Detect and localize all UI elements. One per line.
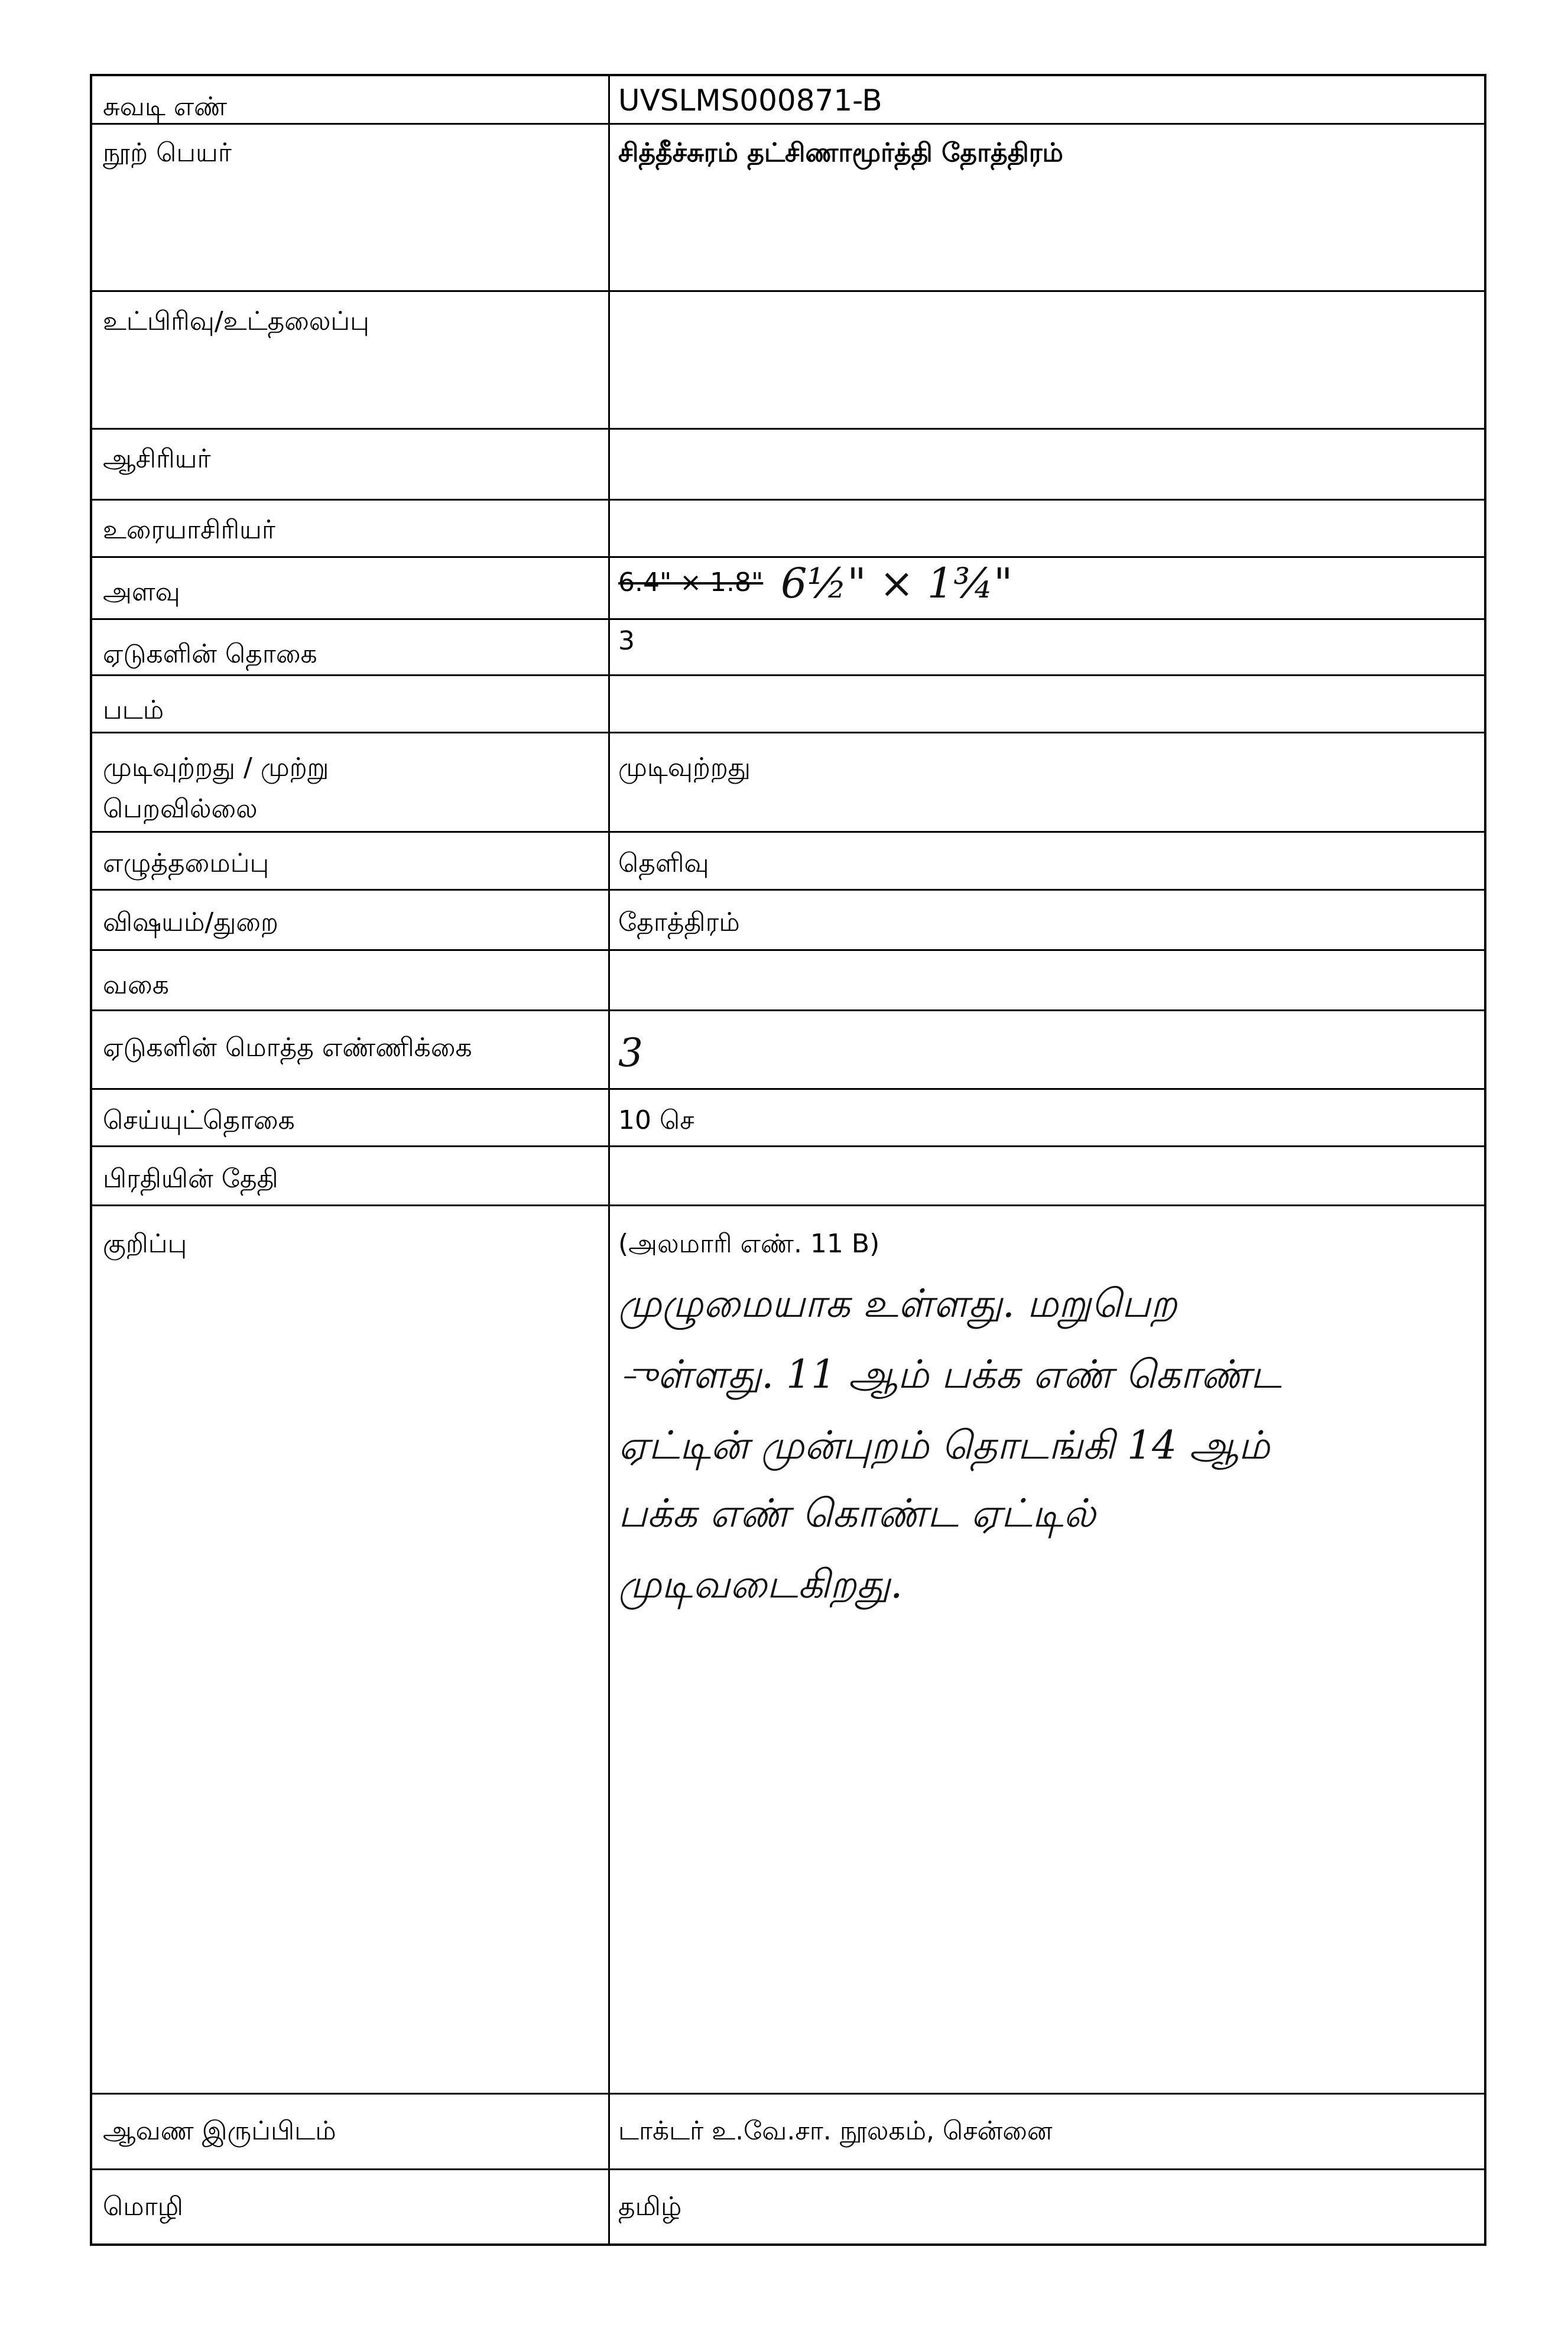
value-manuscript-number: UVSLMS000871-B <box>618 83 882 118</box>
value-completion: முடிவுற்றது <box>618 752 751 783</box>
row-manuscript-number <box>92 76 1484 125</box>
label-author: ஆசிரியர் <box>103 444 211 474</box>
row-completion <box>92 733 1484 833</box>
value-title: சித்தீச்சுரம் தட்சிணாமூர்த்தி தோத்திரம் <box>618 138 1063 168</box>
label-script: எழுத்தமைப்பு <box>103 848 270 878</box>
label-note: குறிப்பு <box>103 1229 187 1259</box>
catalog-record-table <box>90 74 1486 2246</box>
row-verse-count <box>92 1090 1484 1147</box>
row-title <box>92 125 1484 292</box>
label-type: வகை <box>103 970 169 1000</box>
value-script: தெளிவு <box>618 848 709 878</box>
label-illustration: படம் <box>103 695 164 725</box>
label-copy-date: பிரதியின் தேதி <box>103 1164 278 1194</box>
note-handwritten-line: பக்க எண் கொண்ட ஏட்டில் <box>618 1491 1096 1536</box>
label-subdivision: உட்பிரிவு/உட்தலைப்பு <box>103 306 369 336</box>
label-size: அளவு <box>103 577 180 607</box>
value-note-shelf: (அலமாரி எண். 11 B) <box>618 1229 880 1259</box>
value-size-handwritten: 6½" × 1¾" <box>781 559 1013 608</box>
value-language: தமிழ் <box>618 2191 682 2222</box>
row-author <box>92 430 1484 501</box>
label-verse-count: செய்யுட்தொகை <box>103 1105 295 1135</box>
value-verse-count: 10 செ <box>618 1105 694 1135</box>
label-repository: ஆவண இருப்பிடம் <box>103 2116 336 2146</box>
value-subject: தோத்திரம் <box>618 907 740 937</box>
value-size-struck: 6.4" × 1.8" <box>618 567 764 598</box>
label-total-leaves: ஏடுகளின் மொத்த எண்ணிக்கை <box>103 1032 472 1063</box>
row-subdivision <box>92 292 1484 430</box>
label-manuscript-number: சுவடி எண் <box>103 92 228 122</box>
row-subject <box>92 891 1484 951</box>
note-handwritten-line: முடிவடைகிறது. <box>618 1561 903 1607</box>
label-commentator: உரையாசிரியர் <box>103 515 275 545</box>
note-handwritten-line: -ுள்ளது. 11 ஆம் பக்க எண் கொண்ட <box>618 1352 1282 1397</box>
label-subject: விஷயம்/துறை <box>103 907 278 937</box>
row-copy-date <box>92 1147 1484 1206</box>
row-type <box>92 951 1484 1011</box>
label-title: நூற் பெயர் <box>103 138 232 168</box>
label-leaf-count: ஏடுகளின் தொகை <box>103 639 317 669</box>
value-leaf-count: 3 <box>618 626 635 656</box>
row-total-leaves <box>92 1011 1484 1090</box>
row-note <box>92 1206 1484 2095</box>
note-handwritten-line: முழுமையாக உள்ளது. மறுபெற <box>618 1281 1177 1326</box>
row-repository <box>92 2095 1484 2170</box>
row-commentator <box>92 501 1484 558</box>
label-completion-line2: பெறவில்லை <box>103 794 258 824</box>
row-illustration <box>92 676 1484 733</box>
row-script <box>92 833 1484 891</box>
row-language <box>92 2170 1484 2244</box>
value-total-leaves: 3 <box>618 1030 643 1076</box>
value-repository: டாக்டர் உ.வே.சா. நூலகம், சென்னை <box>618 2116 1053 2146</box>
row-size <box>92 558 1484 620</box>
note-handwritten-line: ஏட்டின் முன்புறம் தொடங்கி 14 ஆம் <box>618 1423 1270 1468</box>
label-completion: முடிவுற்றது / முற்று <box>103 752 329 783</box>
row-leaf-count <box>92 620 1484 676</box>
label-language: மொழி <box>103 2191 183 2222</box>
